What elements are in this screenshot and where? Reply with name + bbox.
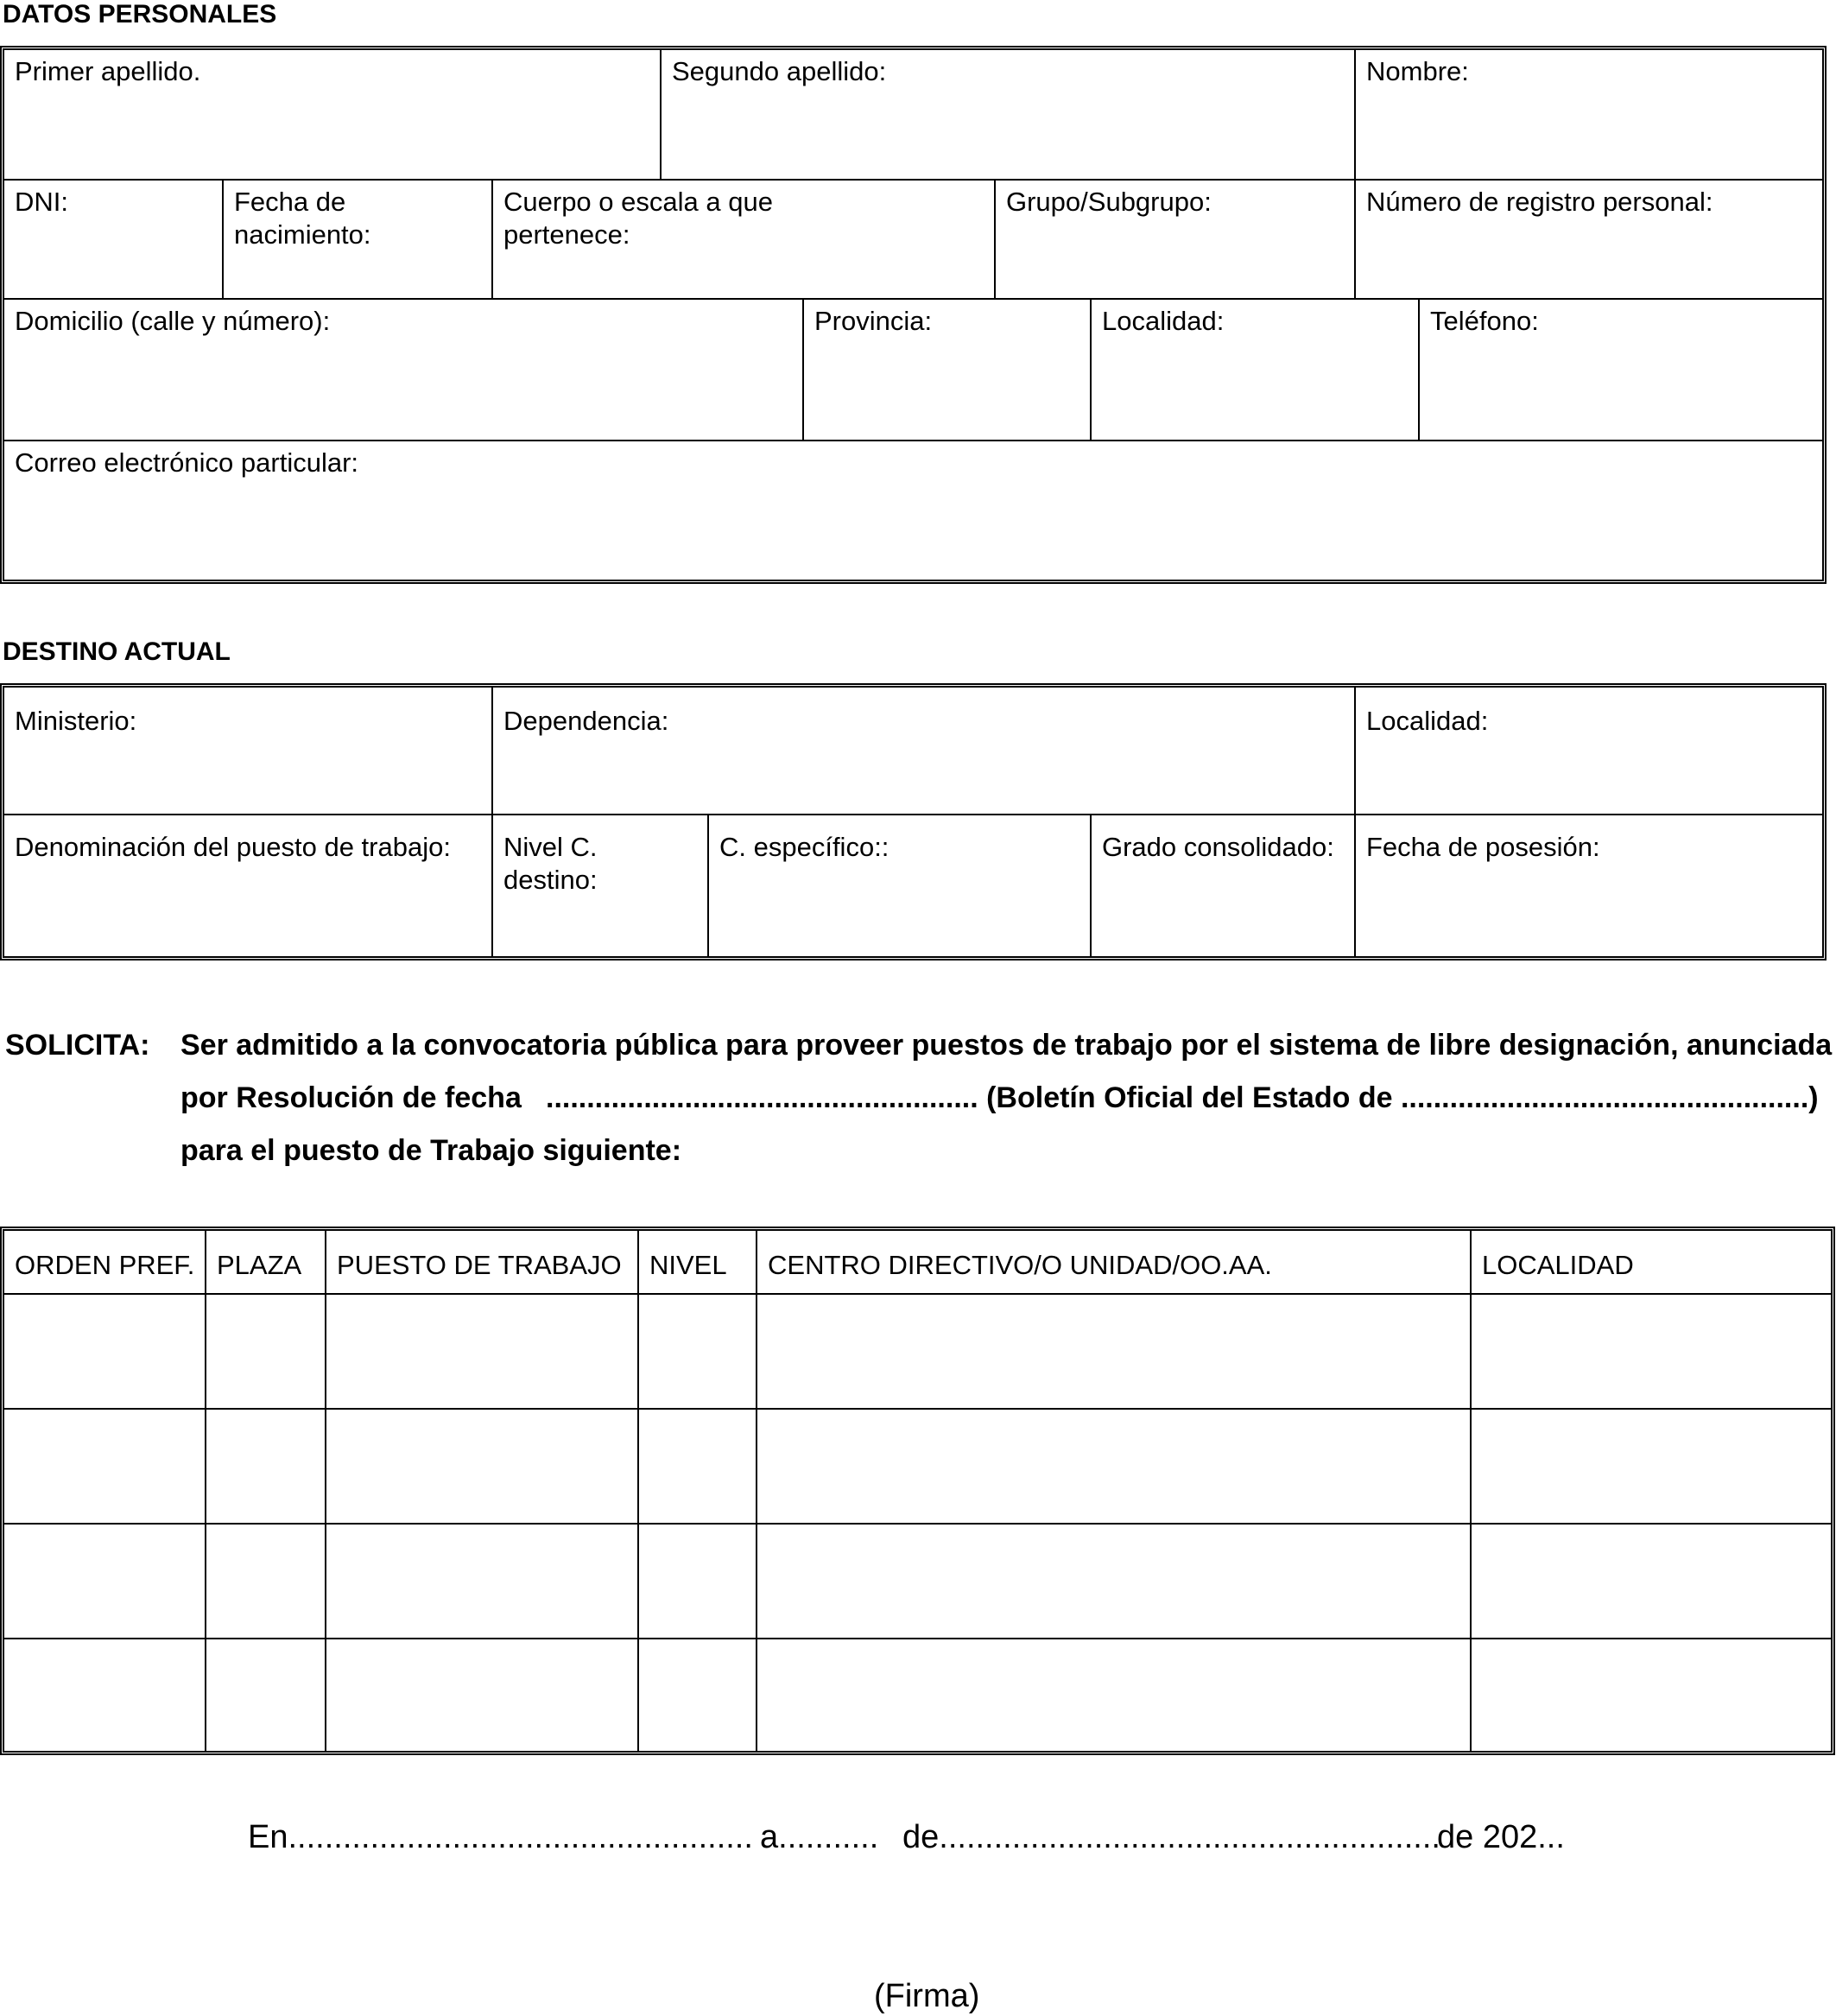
footer-dia[interactable]: a...........	[760, 1819, 879, 1855]
c-especifico-field[interactable]	[709, 826, 1090, 955]
table-header-cell: PUESTO DE TRABAJO	[337, 1250, 622, 1280]
solicita-line-3: para el puesto de Trabajo siguiente:	[180, 1134, 682, 1167]
nivel-c-destino-field[interactable]	[493, 826, 707, 955]
nombre-label: Nombre:	[1366, 56, 1469, 86]
destino-actual-table	[0, 683, 1827, 960]
table-cell[interactable]	[639, 1295, 756, 1408]
primer-apellido-label: Primer apellido.	[15, 56, 201, 86]
footer-en[interactable]: En...................................................	[248, 1819, 753, 1855]
table-header-cell: PLAZA	[217, 1250, 302, 1280]
table-cell[interactable]	[206, 1295, 325, 1408]
table-cell[interactable]	[206, 1525, 325, 1638]
table-cell[interactable]	[757, 1410, 1470, 1523]
cuerpo-escala-label: Cuerpo o escala a que pertenece:	[503, 187, 773, 250]
table-cell[interactable]	[757, 1295, 1470, 1408]
table-cell[interactable]	[206, 1639, 325, 1751]
provincia-field[interactable]	[804, 300, 1090, 440]
fecha-nacimiento-field[interactable]	[224, 181, 448, 298]
table-cell[interactable]	[4, 1525, 205, 1638]
dependencia-field[interactable]	[493, 700, 1354, 814]
domicilio-field[interactable]	[4, 300, 802, 440]
solicita-line-2-resolucion: por Resolución de fecha	[180, 1081, 522, 1114]
table-cell[interactable]	[1472, 1639, 1831, 1751]
table-cell[interactable]	[326, 1295, 637, 1408]
table-cell[interactable]	[326, 1525, 637, 1638]
table-header-cell: NIVEL	[649, 1250, 727, 1280]
provincia-label: Provincia:	[814, 306, 933, 336]
nombre-field[interactable]	[1356, 50, 1822, 179]
solicita-line-1: Ser admitido a la convocatoria pública para proveer puestos de trabajo por el sistema de libre designación, anunciada	[180, 1029, 1833, 1062]
table-header-cell: LOCALIDAD	[1482, 1250, 1634, 1280]
primer-apellido-field[interactable]	[4, 50, 660, 179]
localidad-label: Localidad:	[1102, 306, 1225, 336]
section-title-datos-personales: DATOS PERSONALES	[3, 0, 277, 29]
grupo-subgrupo-field[interactable]	[996, 181, 1354, 298]
footer-anio[interactable]: de 202...	[1437, 1819, 1565, 1855]
dependencia-label: Dependencia:	[503, 706, 669, 736]
numero-registro-label: Número de registro personal:	[1366, 187, 1713, 217]
datos-personales-table	[0, 46, 1827, 584]
dni-field[interactable]	[4, 181, 222, 298]
table-cell[interactable]	[326, 1410, 637, 1523]
puestos-table	[0, 1227, 1835, 1755]
grado-consolidado-label: Grado consolidado:	[1102, 832, 1334, 862]
solicita-line-2-boletin: ..................................................... (Boletín Oficial del Estado de ..................................................)	[546, 1081, 1819, 1114]
table-cell[interactable]	[4, 1639, 205, 1751]
table-cell[interactable]	[1472, 1410, 1831, 1523]
table-cell[interactable]	[757, 1525, 1470, 1638]
footer-mes[interactable]: de.......................................................	[902, 1819, 1440, 1855]
table-header-cell: CENTRO DIRECTIVO/O UNIDAD/OO.AA.	[768, 1250, 1272, 1280]
correo-label: Correo electrónico particular:	[15, 447, 359, 478]
table-header-cell: ORDEN PREF.	[15, 1250, 195, 1280]
c-especifico-label: C. específico::	[719, 832, 890, 862]
destino-localidad-field[interactable]	[1356, 700, 1822, 814]
solicita-label: SOLICITA:	[5, 1029, 150, 1062]
table-cell[interactable]	[326, 1639, 637, 1751]
fecha-nacimiento-label: Fecha de nacimiento:	[234, 187, 371, 250]
ministerio-field[interactable]	[4, 700, 491, 814]
fecha-posesion-label: Fecha de posesión:	[1366, 832, 1600, 862]
segundo-apellido-label: Segundo apellido:	[672, 56, 887, 86]
grado-consolidado-field[interactable]	[1092, 826, 1354, 955]
denominacion-puesto-field[interactable]	[4, 826, 491, 955]
ministerio-label: Ministerio:	[15, 706, 137, 736]
localidad-field[interactable]	[1092, 300, 1418, 440]
table-cell[interactable]	[1472, 1295, 1831, 1408]
section-title-destino-actual: DESTINO ACTUAL	[3, 637, 231, 666]
table-cell[interactable]	[4, 1295, 205, 1408]
table-cell[interactable]	[639, 1525, 756, 1638]
destino-localidad-label: Localidad:	[1366, 706, 1489, 736]
numero-registro-field[interactable]	[1356, 181, 1822, 298]
cuerpo-escala-field[interactable]	[493, 181, 813, 298]
nivel-c-destino-label: Nivel C. destino:	[503, 832, 598, 895]
table-cell[interactable]	[639, 1410, 756, 1523]
grupo-subgrupo-label: Grupo/Subgrupo:	[1006, 187, 1212, 217]
fecha-posesion-field[interactable]	[1356, 826, 1822, 955]
dni-label: DNI:	[15, 187, 68, 217]
domicilio-label: Domicilio (calle y número):	[15, 306, 331, 336]
table-cell[interactable]	[757, 1639, 1470, 1751]
firma-label: (Firma)	[874, 1978, 980, 2014]
table-cell[interactable]	[639, 1639, 756, 1751]
correo-field[interactable]	[4, 441, 1822, 580]
table-cell[interactable]	[206, 1410, 325, 1523]
telefono-label: Teléfono:	[1430, 306, 1539, 336]
segundo-apellido-field[interactable]	[662, 50, 1354, 179]
table-cell[interactable]	[4, 1410, 205, 1523]
denominacion-puesto-label: Denominación del puesto de trabajo:	[15, 832, 451, 862]
telefono-field[interactable]	[1420, 300, 1822, 440]
table-cell[interactable]	[1472, 1525, 1831, 1638]
